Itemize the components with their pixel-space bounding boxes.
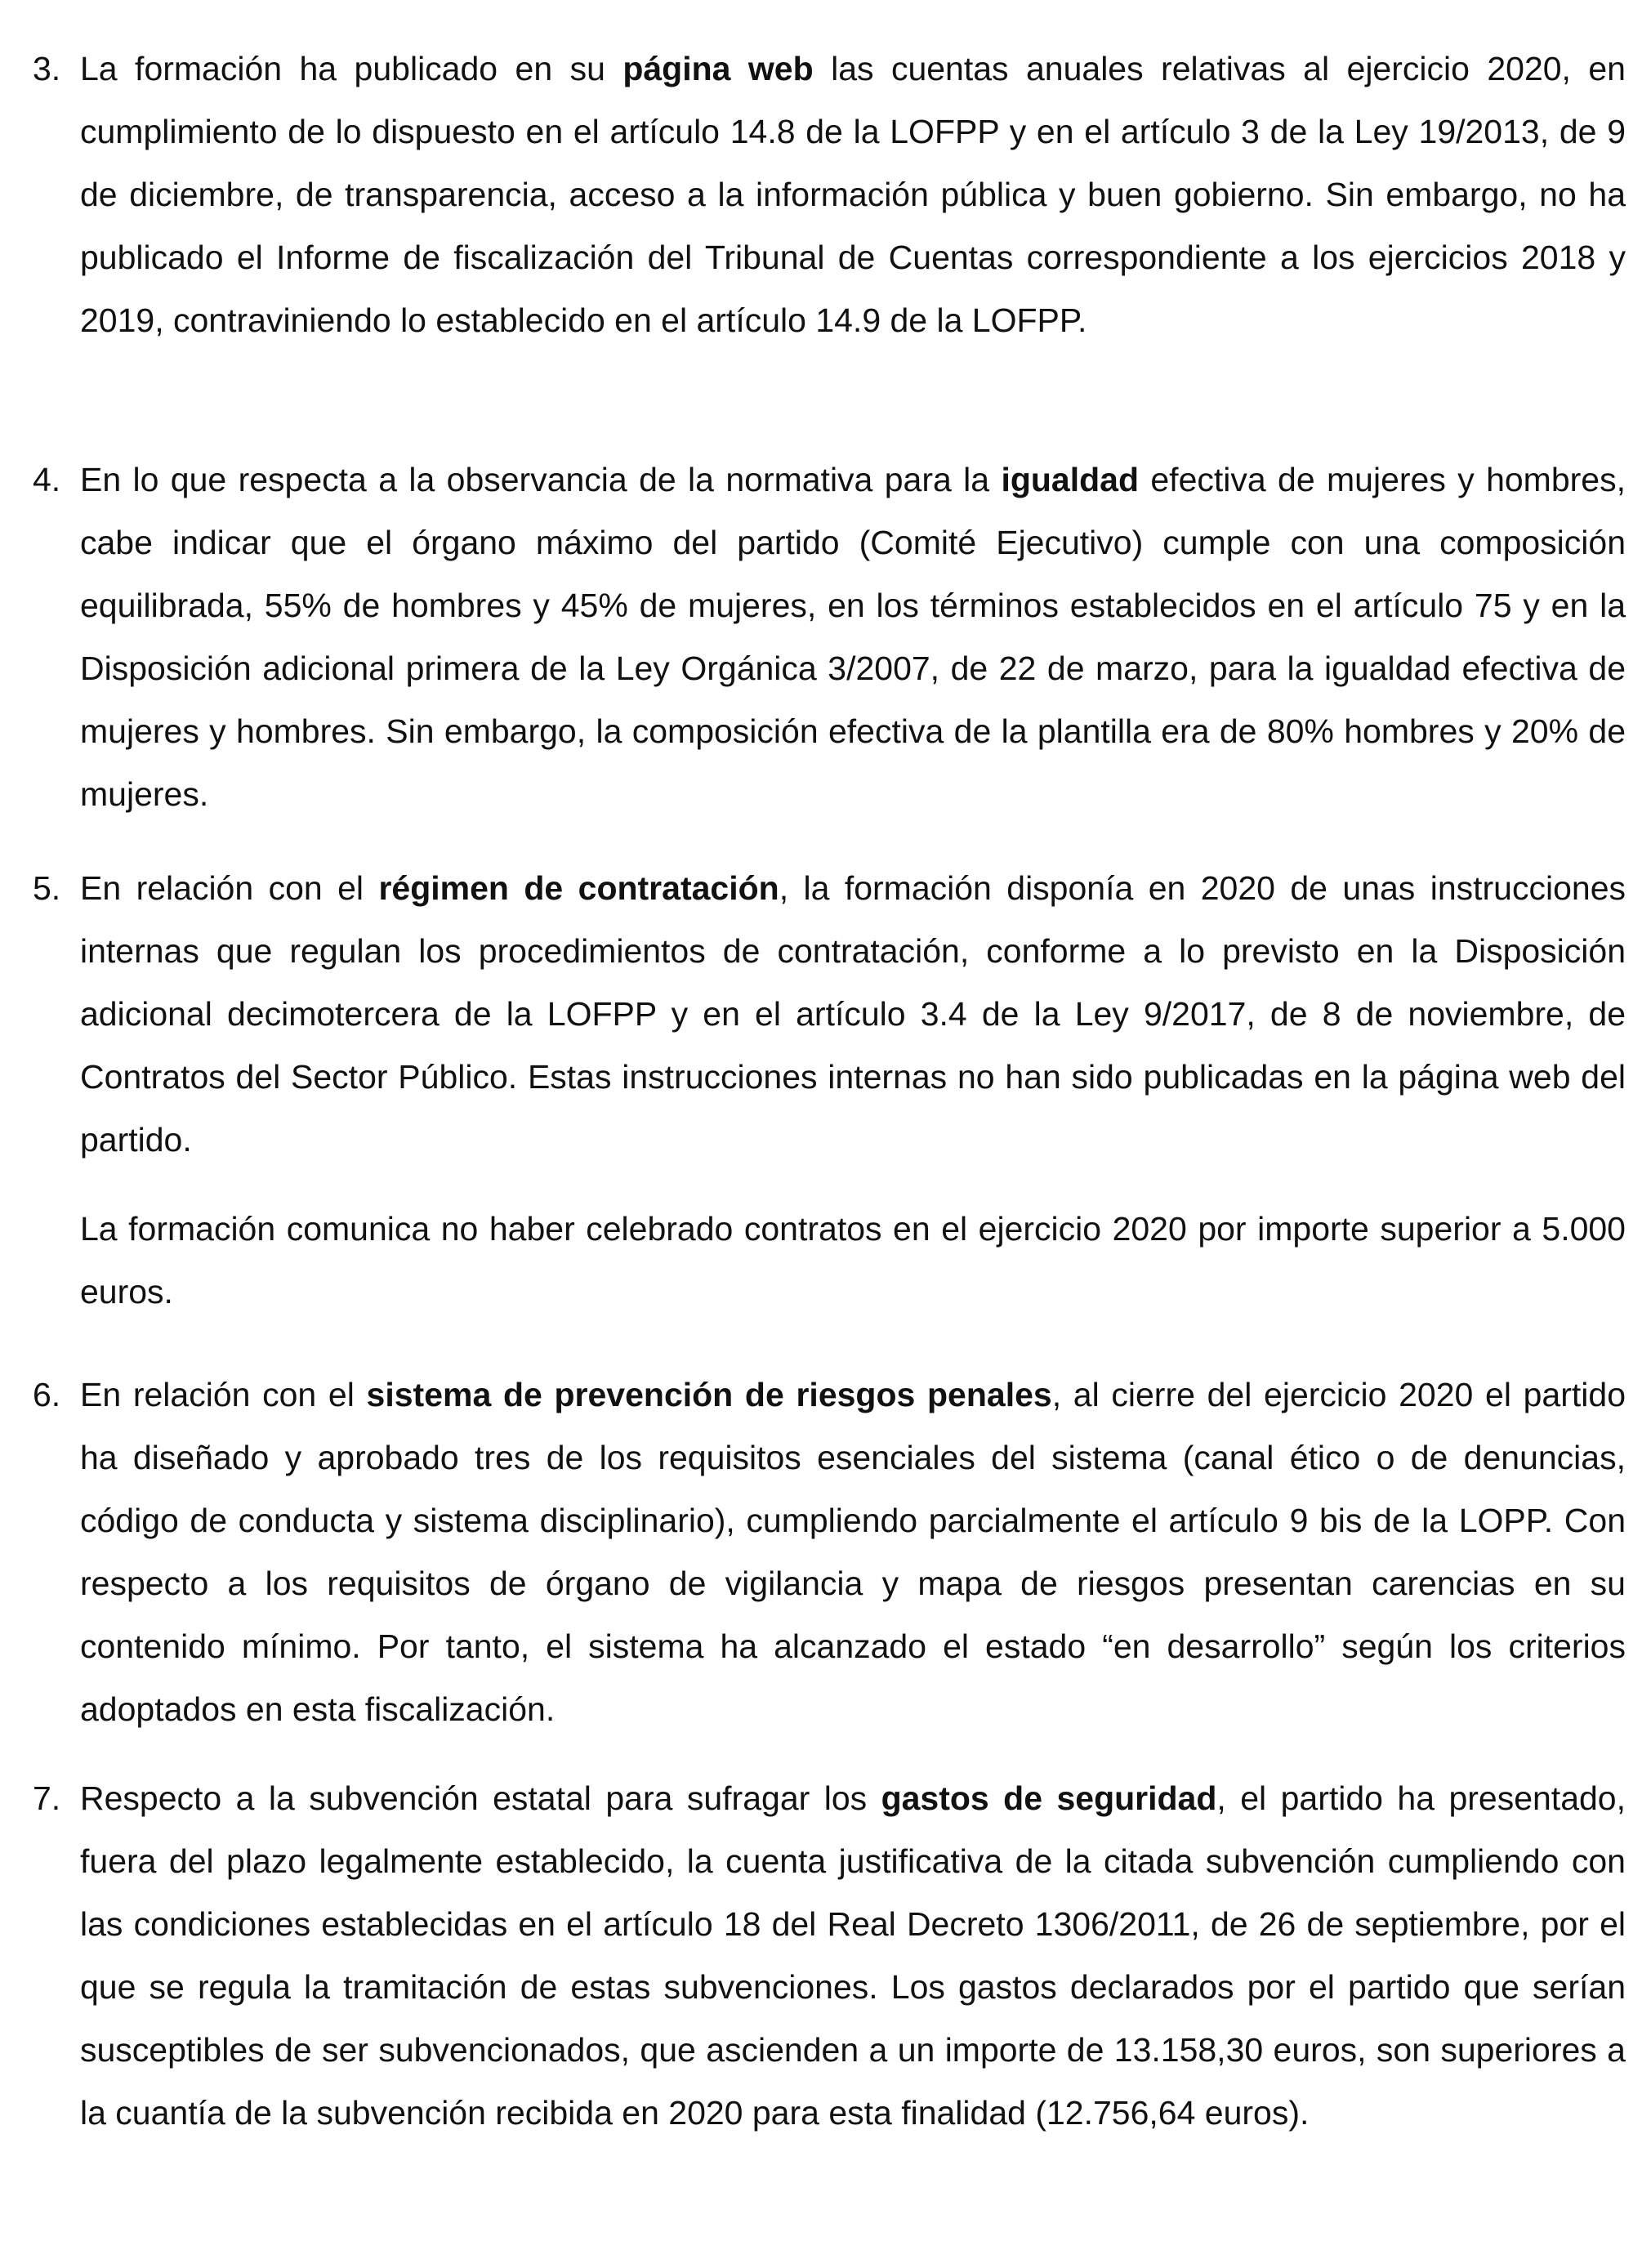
text-run: las cuentas anuales relativas al ejercicio 2020, en cumplimiento de lo dispuesto en el artículo 14.8 de la LOFPP y en el artículo 3 de la Ley 19/2013, de 9 de diciembre, de transparencia, acceso a la información pública y buen gobierno. Sin embargo, no ha publicado el Informe de fiscalización del Tribunal de Cuentas correspondiente a los ejercicios 2018 y 2019, contraviniendo lo establecido en el artículo 14.9 de la LOFPP. [80,50,1626,339]
text-run: , la formación disponía en 2020 de unas instrucciones internas que regulan los procedimientos de contratación, conforme a lo previsto en la Disposición adicional decimotercera de la LOFPP y en el artículo 3.4 de la Ley 9/2017, de 8 de noviembre, de Contratos del Sector Público. Estas instrucciones internas no han sido publicadas en la página web del partido. [80,869,1626,1159]
paragraph [80,1198,1626,1324]
item-body [80,1364,1626,1741]
text-run: , al cierre del ejercicio 2020 el partido ha diseñado y aprobado tres de los requisitos esenciales del sistema (canal ético o de denuncias, código de conducta y sistema disciplinario), cumpliendo parcialmente el artículo 9 bis de la LOPP. Con respecto a los requisitos de órgano de vigilancia y mapa de riesgos presentan carencias en su contenido mínimo. Por tanto, el sistema ha alcanzado el estado “en desarrollo” según los criterios adoptados en esta fiscalización. [80,1376,1626,1728]
list-item-5 [33,857,1626,1324]
bold-term: gastos de seguridad [881,1779,1217,1817]
paragraph [80,857,1626,1172]
item-body [80,1767,1626,2145]
text-run: , el partido ha presentado, fuera del plazo legalmente establecido, la cuenta justificativa de la citada subvención cumpliendo con las condiciones establecidas en el artículo 18 del Real Decreto 1306/2011, de 26 de septiembre, por el que se regula la tramitación de estas subvenciones. Los gastos declarados por el partido que serían susceptibles de ser subvencionados, que ascienden a un importe de 13.158,30 euros, son superiores a la cuantía de la subvención recibida en 2020 para esta finalidad (12.756,64 euros). [80,1779,1626,2132]
text-run: En lo que respecta a la observancia de la normativa para la [80,461,1002,498]
bold-term: sistema de prevención de riesgos penales [366,1376,1052,1413]
item-body [80,449,1626,826]
item-number: 5. [33,869,61,907]
list-item-6 [33,1364,1626,1741]
text-run: Respecto a la subvención estatal para sufragar los [80,1779,881,1817]
text-run: En relación con el [80,1376,367,1413]
item-number: 6. [33,1376,61,1413]
item-number: 7. [33,1779,61,1817]
paragraph [80,38,1626,352]
list-item-7 [33,1767,1626,2145]
item-body [80,38,1626,352]
bold-term: régimen de contratación [378,869,779,907]
list-item-4 [33,449,1626,826]
item-body [80,857,1626,1324]
list-item-3 [33,38,1626,352]
paragraph [80,1767,1626,2145]
item-number: 3. [33,50,61,87]
text-run: La formación comunica no haber celebrado contratos en el ejercicio 2020 por importe superior a 5.000 euros. [80,1210,1626,1310]
bold-term: igualdad [1001,461,1140,498]
paragraph [80,449,1626,826]
bold-term: página web [622,50,814,87]
text-run: efectiva de mujeres y hombres, cabe indicar que el órgano máximo del partido (Comité Ejecutivo) cumple con una composición equilibrada, 55% de hombres y 45% de mujeres, en los términos establecidos en el artículo 75 y en la Disposición adicional primera de la Ley Orgánica 3/2007, de 22 de marzo, para la igualdad efectiva de mujeres y hombres. Sin embargo, la composición efectiva de la plantilla era de 80% hombres y 20% de mujeres. [80,461,1626,813]
text-run: La formación ha publicado en su [80,50,623,87]
item-number: 4. [33,461,61,498]
text-run: En relación con el [80,869,379,907]
paragraph [80,1364,1626,1741]
